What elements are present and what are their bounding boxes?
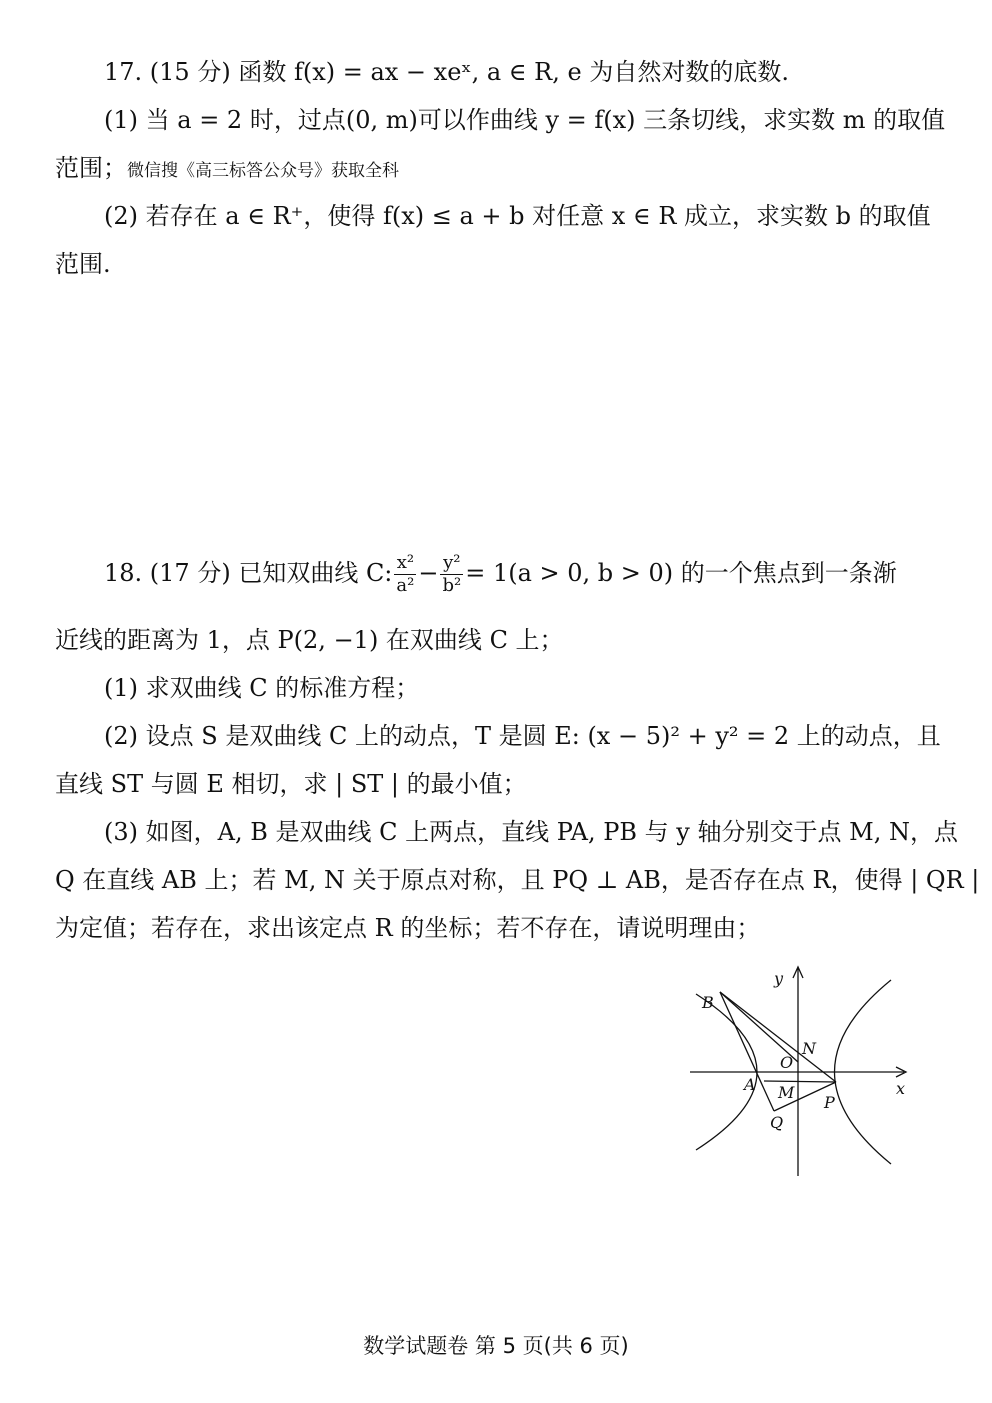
fraction-y2-b2 [440, 552, 463, 597]
label-x: x [896, 1079, 906, 1098]
q18-stem [104, 548, 914, 598]
fraction-numerator: x² [394, 552, 416, 575]
q18-part2-line2: 直线 ST 与圆 E 相切，求 | ST | 的最小值； [55, 770, 527, 798]
label-O: O [780, 1053, 794, 1072]
line-BN [720, 992, 798, 1062]
q17-part2-line2: 范围. [55, 250, 111, 278]
q17-part1-line2-text: 范围； [55, 154, 127, 182]
label-N: N [802, 1039, 816, 1058]
watermark-text: 微信搜《高三标答公众号》获取全科 [127, 161, 399, 181]
label-P: P [824, 1093, 835, 1112]
q17-stem: 17. (15 分) 函数 f(x) = ax − xeˣ, a ∈ R, e 为自然对数的底数. [104, 58, 789, 86]
fraction-denominator: a² [396, 575, 415, 596]
label-B: B [702, 993, 714, 1012]
q18-part3-line3: 为定值；若存在，求出该定点 R 的坐标；若不存在，请说明理由； [55, 914, 761, 942]
q17-part1-line1: (1) 当 a = 2 时，过点(0, m)可以作曲线 y = f(x) 三条切线，求实数 m 的取值 [104, 106, 946, 134]
label-y: y [774, 969, 784, 988]
q18-part1: (1) 求双曲线 C 的标准方程； [104, 674, 420, 702]
q18-stem-line2: 近线的距离为 1，点 P(2, −1) 在双曲线 C 上； [55, 626, 564, 654]
line-PA [764, 1081, 836, 1082]
fraction-numerator: y² [440, 552, 463, 575]
q18-part3-line1: (3) 如图，A, B 是双曲线 C 上两点，直线 PA, PB 与 y 轴分别交于点 M, N，点 [104, 818, 958, 846]
label-Q: Q [770, 1113, 784, 1132]
label-A: A [744, 1075, 756, 1094]
fraction-denominator: b² [442, 575, 462, 596]
label-M: M [778, 1083, 795, 1102]
q18-part3-line2: Q 在直线 AB 上；若 M, N 关于原点对称，且 PQ ⊥ AB，是否存在点 R，使得 | QR | [55, 866, 980, 894]
page-footer: 数学试题卷 第 5 页(共 6 页) [363, 1334, 629, 1358]
minus-sign: − [418, 559, 439, 587]
q17-part1-line2 [55, 150, 915, 189]
hyperbola-figure [688, 962, 912, 1180]
line-PB [720, 992, 836, 1082]
q18-stem-prefix: 18. (17 分) 已知双曲线 C: [104, 559, 393, 587]
fraction-x2-a2 [394, 552, 416, 597]
q17-part2-line1: (2) 若存在 a ∈ R⁺，使得 f(x) ≤ a + b 对任意 x ∈ R 成立，求实数 b 的取值 [104, 202, 931, 230]
q18-stem-suffix: = 1(a > 0, b > 0) 的一个焦点到一条渐 [465, 559, 897, 587]
q18-part2-line1: (2) 设点 S 是双曲线 C 上的动点，T 是圆 E: (x − 5)² + y² = 2 上的动点，且 [104, 722, 941, 750]
